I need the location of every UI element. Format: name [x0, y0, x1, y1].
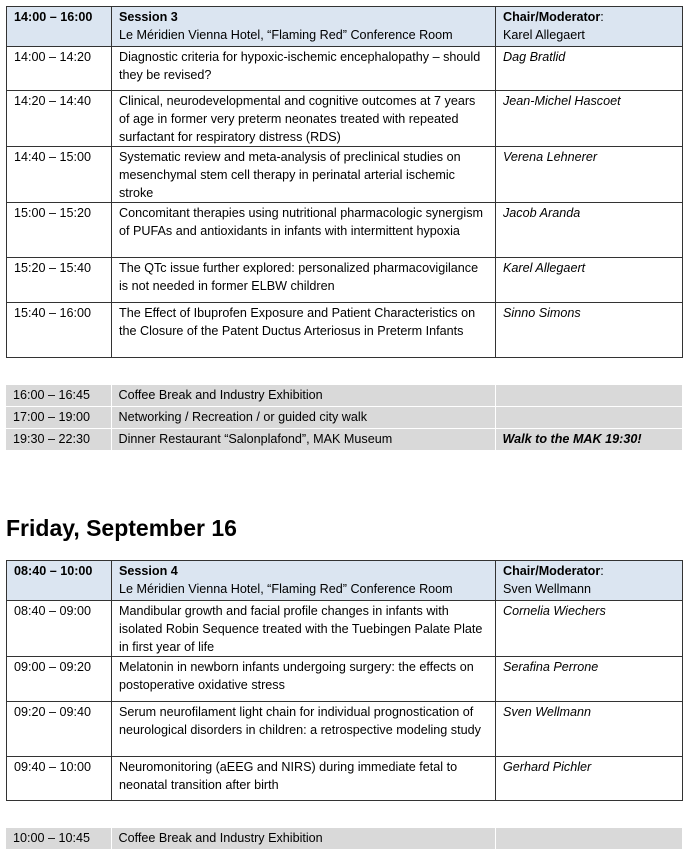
- talk-speaker: Karel Allegaert: [496, 258, 683, 303]
- break-time: 19:30 – 22:30: [6, 429, 111, 451]
- session-3-chair: Karel Allegaert: [503, 28, 585, 42]
- talk-row: [7, 601, 683, 657]
- talk-title: Neuromonitoring (aEEG and NIRS) during immediate fetal to neonatal transition after birth: [112, 757, 496, 801]
- talk-time: 15:00 – 15:20: [7, 203, 112, 258]
- talk-time: 09:20 – 09:40: [7, 702, 112, 757]
- talk-title: The QTc issue further explored: personalized pharmacovigilance is not needed in former ELBW children: [112, 258, 496, 303]
- session-3-header: [7, 7, 683, 47]
- session-4-chair: Sven Wellmann: [503, 582, 591, 596]
- chair-colon: :: [600, 10, 604, 24]
- talk-speaker: Sinno Simons: [496, 303, 683, 358]
- talk-row: [7, 203, 683, 258]
- session-4-title: Session 4: [119, 564, 178, 578]
- talk-title: Melatonin in newborn infants undergoing surgery: the effects on postoperative oxidative stress: [112, 657, 496, 702]
- session-4-location: Le Méridien Vienna Hotel, “Flaming Red” Conference Room: [119, 582, 453, 596]
- talk-time: 15:20 – 15:40: [7, 258, 112, 303]
- talk-speaker: Verena Lehnerer: [496, 147, 683, 203]
- chair-colon: :: [600, 564, 604, 578]
- talk-title: Mandibular growth and facial profile changes in infants with isolated Robin Sequence treated with the Tuebingen Palate Plate in first year of life: [112, 601, 496, 657]
- talk-time: 14:20 – 14:40: [7, 91, 112, 147]
- break-note: Walk to the MAK 19:30!: [495, 429, 682, 451]
- break-time: 17:00 – 19:00: [6, 407, 111, 429]
- day-heading: Friday, September 16: [6, 515, 237, 541]
- session-4-header: [7, 561, 683, 601]
- break-row: [6, 828, 682, 850]
- talk-title: Systematic review and meta-analysis of preclinical studies on mesenchymal stem cell therapy in perinatal arterial ischemic stroke: [112, 147, 496, 203]
- talk-speaker: Jean-Michel Hascoet: [496, 91, 683, 147]
- talk-row: [7, 303, 683, 358]
- talk-speaker: Sven Wellmann: [496, 702, 683, 757]
- talk-speaker: Serafina Perrone: [496, 657, 683, 702]
- talk-speaker: Gerhard Pichler: [496, 757, 683, 801]
- break-table-1: [6, 385, 682, 451]
- talk-speaker: Cornelia Wiechers: [496, 601, 683, 657]
- session-3-time: 14:00 – 16:00: [7, 7, 112, 47]
- break-row: [6, 407, 682, 429]
- talk-time: 08:40 – 09:00: [7, 601, 112, 657]
- talk-time: 09:00 – 09:20: [7, 657, 112, 702]
- break-time: 10:00 – 10:45: [6, 828, 111, 850]
- break-text: Coffee Break and Industry Exhibition: [111, 828, 495, 850]
- talk-row: [7, 657, 683, 702]
- break-note: [495, 407, 682, 429]
- talk-title: Serum neurofilament light chain for individual prognostication of neurological disorders in children: a retrospective modeling study: [112, 702, 496, 757]
- session-4-table: [6, 560, 683, 801]
- talk-row: [7, 147, 683, 203]
- break-table-2: [6, 828, 682, 850]
- talk-time: 14:40 – 15:00: [7, 147, 112, 203]
- talk-title: Clinical, neurodevelopmental and cognitive outcomes at 7 years of age in former very preterm neonates treated with repeated surfactant for respiratory distress (RDS): [112, 91, 496, 147]
- session-4-info: [112, 561, 496, 601]
- talk-speaker: Dag Bratlid: [496, 47, 683, 91]
- talk-time: 09:40 – 10:00: [7, 757, 112, 801]
- session-3-title: Session 3: [119, 10, 178, 24]
- talk-title: Concomitant therapies using nutritional pharmacologic synergism of PUFAs and antioxidants in infants with intermittent hypoxia: [112, 203, 496, 258]
- session-3-table: [6, 6, 683, 358]
- talk-row: [7, 258, 683, 303]
- chair-label: Chair/Moderator: [503, 10, 601, 24]
- session-4-chair-cell: [496, 561, 683, 601]
- talk-row: [7, 91, 683, 147]
- talk-title: Diagnostic criteria for hypoxic-ischemic encephalopathy – should they be revised?: [112, 47, 496, 91]
- talk-time: 15:40 – 16:00: [7, 303, 112, 358]
- break-time: 16:00 – 16:45: [6, 385, 111, 407]
- talk-time: 14:00 – 14:20: [7, 47, 112, 91]
- break-note: [495, 385, 682, 407]
- break-text: Dinner Restaurant “Salonplafond”, MAK Museum: [111, 429, 495, 451]
- session-3-location: Le Méridien Vienna Hotel, “Flaming Red” Conference Room: [119, 28, 453, 42]
- break-text: Coffee Break and Industry Exhibition: [111, 385, 495, 407]
- talk-row: [7, 757, 683, 801]
- break-row: [6, 385, 682, 407]
- talk-row: [7, 47, 683, 91]
- chair-label: Chair/Moderator: [503, 564, 601, 578]
- talk-speaker: Jacob Aranda: [496, 203, 683, 258]
- talk-title: The Effect of Ibuprofen Exposure and Patient Characteristics on the Closure of the Patent Ductus Arteriosus in Preterm Infants: [112, 303, 496, 358]
- session-3-info: [112, 7, 496, 47]
- break-row: [6, 429, 682, 451]
- break-text: Networking / Recreation / or guided city walk: [111, 407, 495, 429]
- session-3-chair-cell: [496, 7, 683, 47]
- talk-row: [7, 702, 683, 757]
- break-note: [495, 828, 682, 850]
- session-4-time: 08:40 – 10:00: [7, 561, 112, 601]
